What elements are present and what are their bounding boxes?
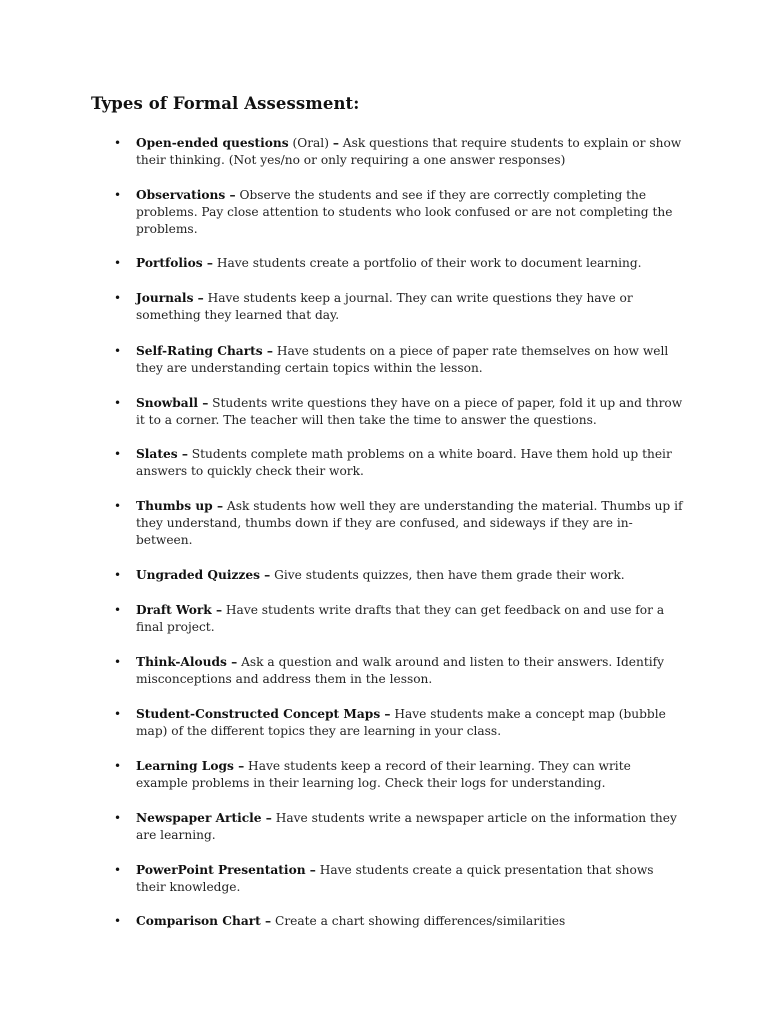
item-dash: – xyxy=(193,291,204,305)
list-item xyxy=(114,498,684,550)
item-description: Have students on a piece of paper rate themselves on how well they are understanding certain topics within the lesson. xyxy=(136,344,669,376)
item-dash: – xyxy=(225,188,236,202)
item-term: Ungraded Quizzes xyxy=(136,568,260,582)
list-item xyxy=(114,395,684,429)
item-dash: – xyxy=(305,863,316,877)
item-description: Have students create a portfolio of their work to document learning. xyxy=(212,256,642,270)
list-item xyxy=(114,135,684,169)
item-term: Think-Alouds xyxy=(136,655,227,669)
bullet-icon: • xyxy=(114,344,122,358)
item-description: Have students create a quick presentation that shows their knowledge. xyxy=(136,863,654,895)
item-dash: – xyxy=(261,811,272,825)
list-item xyxy=(114,567,684,584)
item-description: Have students write a newspaper article on the information they are learning. xyxy=(136,811,677,843)
bullet-icon: • xyxy=(114,655,122,669)
item-term: Observations xyxy=(136,188,226,202)
list-item xyxy=(114,654,684,688)
item-term: Portfolios xyxy=(136,256,203,270)
list-item xyxy=(114,706,684,740)
bullet-icon: • xyxy=(114,256,122,270)
item-dash: – xyxy=(211,603,223,617)
item-dash: – xyxy=(177,447,188,461)
item-dash: – xyxy=(226,655,238,669)
item-term: Newspaper Article xyxy=(136,811,262,825)
item-description: Have students write drafts that they can get feedback on and use for a final project. xyxy=(136,603,665,635)
bullet-icon: • xyxy=(114,568,122,582)
item-dash: – xyxy=(260,914,272,928)
item-description: Observe the students and see if they are correctly completing the problems. Pay close attention to students who look confused or are not completing the problems. xyxy=(136,188,673,237)
item-dash: – xyxy=(233,759,245,773)
item-qualifier: (Oral) xyxy=(288,136,333,150)
list-item xyxy=(114,758,684,792)
list-item xyxy=(114,255,684,272)
item-description: Ask students how well they are understanding the material. Thumbs up if they understand, thumbs down if they are confused, and sideways if they are in-between. xyxy=(136,499,683,548)
bullet-icon: • xyxy=(114,291,122,305)
list-item xyxy=(114,862,684,896)
item-dash: – xyxy=(212,499,224,513)
item-dash: – xyxy=(262,344,273,358)
bullet-icon: • xyxy=(114,447,122,461)
item-term: Open-ended questions xyxy=(136,136,289,150)
item-term: Snowball xyxy=(136,396,198,410)
item-description: Students write questions they have on a piece of paper, fold it up and throw it to a corner. The teacher will then take the time to answer the questions. xyxy=(136,396,683,428)
list-item xyxy=(114,187,684,239)
item-dash: – xyxy=(197,396,209,410)
item-term: Comparison Chart xyxy=(136,914,261,928)
list-item xyxy=(114,810,684,844)
item-term: Journals xyxy=(136,291,194,305)
item-description: Ask a question and walk around and listen to their answers. Identify misconceptions and address them in the lesson. xyxy=(136,655,665,687)
item-dash: – xyxy=(202,256,213,270)
list-item xyxy=(114,290,684,324)
item-term: Slates xyxy=(136,447,178,461)
item-description: Have students keep a journal. They can write questions they have or something they learned that day. xyxy=(136,291,633,323)
bullet-icon: • xyxy=(114,863,122,877)
item-description: Have students make a concept map (bubble map) of the different topics they are learning in your class. xyxy=(136,707,666,739)
bullet-icon: • xyxy=(114,707,122,721)
item-description: Students complete math problems on a white board. Have them hold up their answers to quickly check their work. xyxy=(136,447,672,479)
item-term: Self-Rating Charts xyxy=(136,344,263,358)
item-description: Create a chart showing differences/similarities xyxy=(271,914,566,928)
list-item xyxy=(114,343,684,377)
bullet-icon: • xyxy=(114,603,122,617)
list-item xyxy=(114,913,684,930)
list-item xyxy=(114,602,684,636)
item-dash: – xyxy=(380,707,391,721)
item-term: Learning Logs xyxy=(136,759,234,773)
item-term: Student-Constructed Concept Maps xyxy=(136,707,381,721)
item-dash: – xyxy=(332,136,339,150)
item-term: Thumbs up xyxy=(136,499,213,513)
bullet-icon: • xyxy=(114,136,122,150)
bullet-icon: • xyxy=(114,811,122,825)
bullet-icon: • xyxy=(114,499,122,513)
bullet-icon: • xyxy=(114,914,122,928)
bullet-icon: • xyxy=(114,396,122,410)
bullet-icon: • xyxy=(114,759,122,773)
bullet-icon: • xyxy=(114,188,122,202)
item-description: Give students quizzes, then have them grade their work. xyxy=(270,568,625,582)
item-term: Draft Work xyxy=(136,603,212,617)
item-description: Have students keep a record of their learning. They can write example problems in their learning log. Check their logs for understanding. xyxy=(136,759,631,791)
list-item xyxy=(114,446,684,480)
item-dash: – xyxy=(259,568,271,582)
page-title: Types of Formal Assessment: xyxy=(91,94,360,113)
item-term: PowerPoint Presentation xyxy=(136,863,306,877)
item-description: Ask questions that require students to explain or show their thinking. (Not yes/no or only requiring a one answer responses) xyxy=(136,136,682,168)
